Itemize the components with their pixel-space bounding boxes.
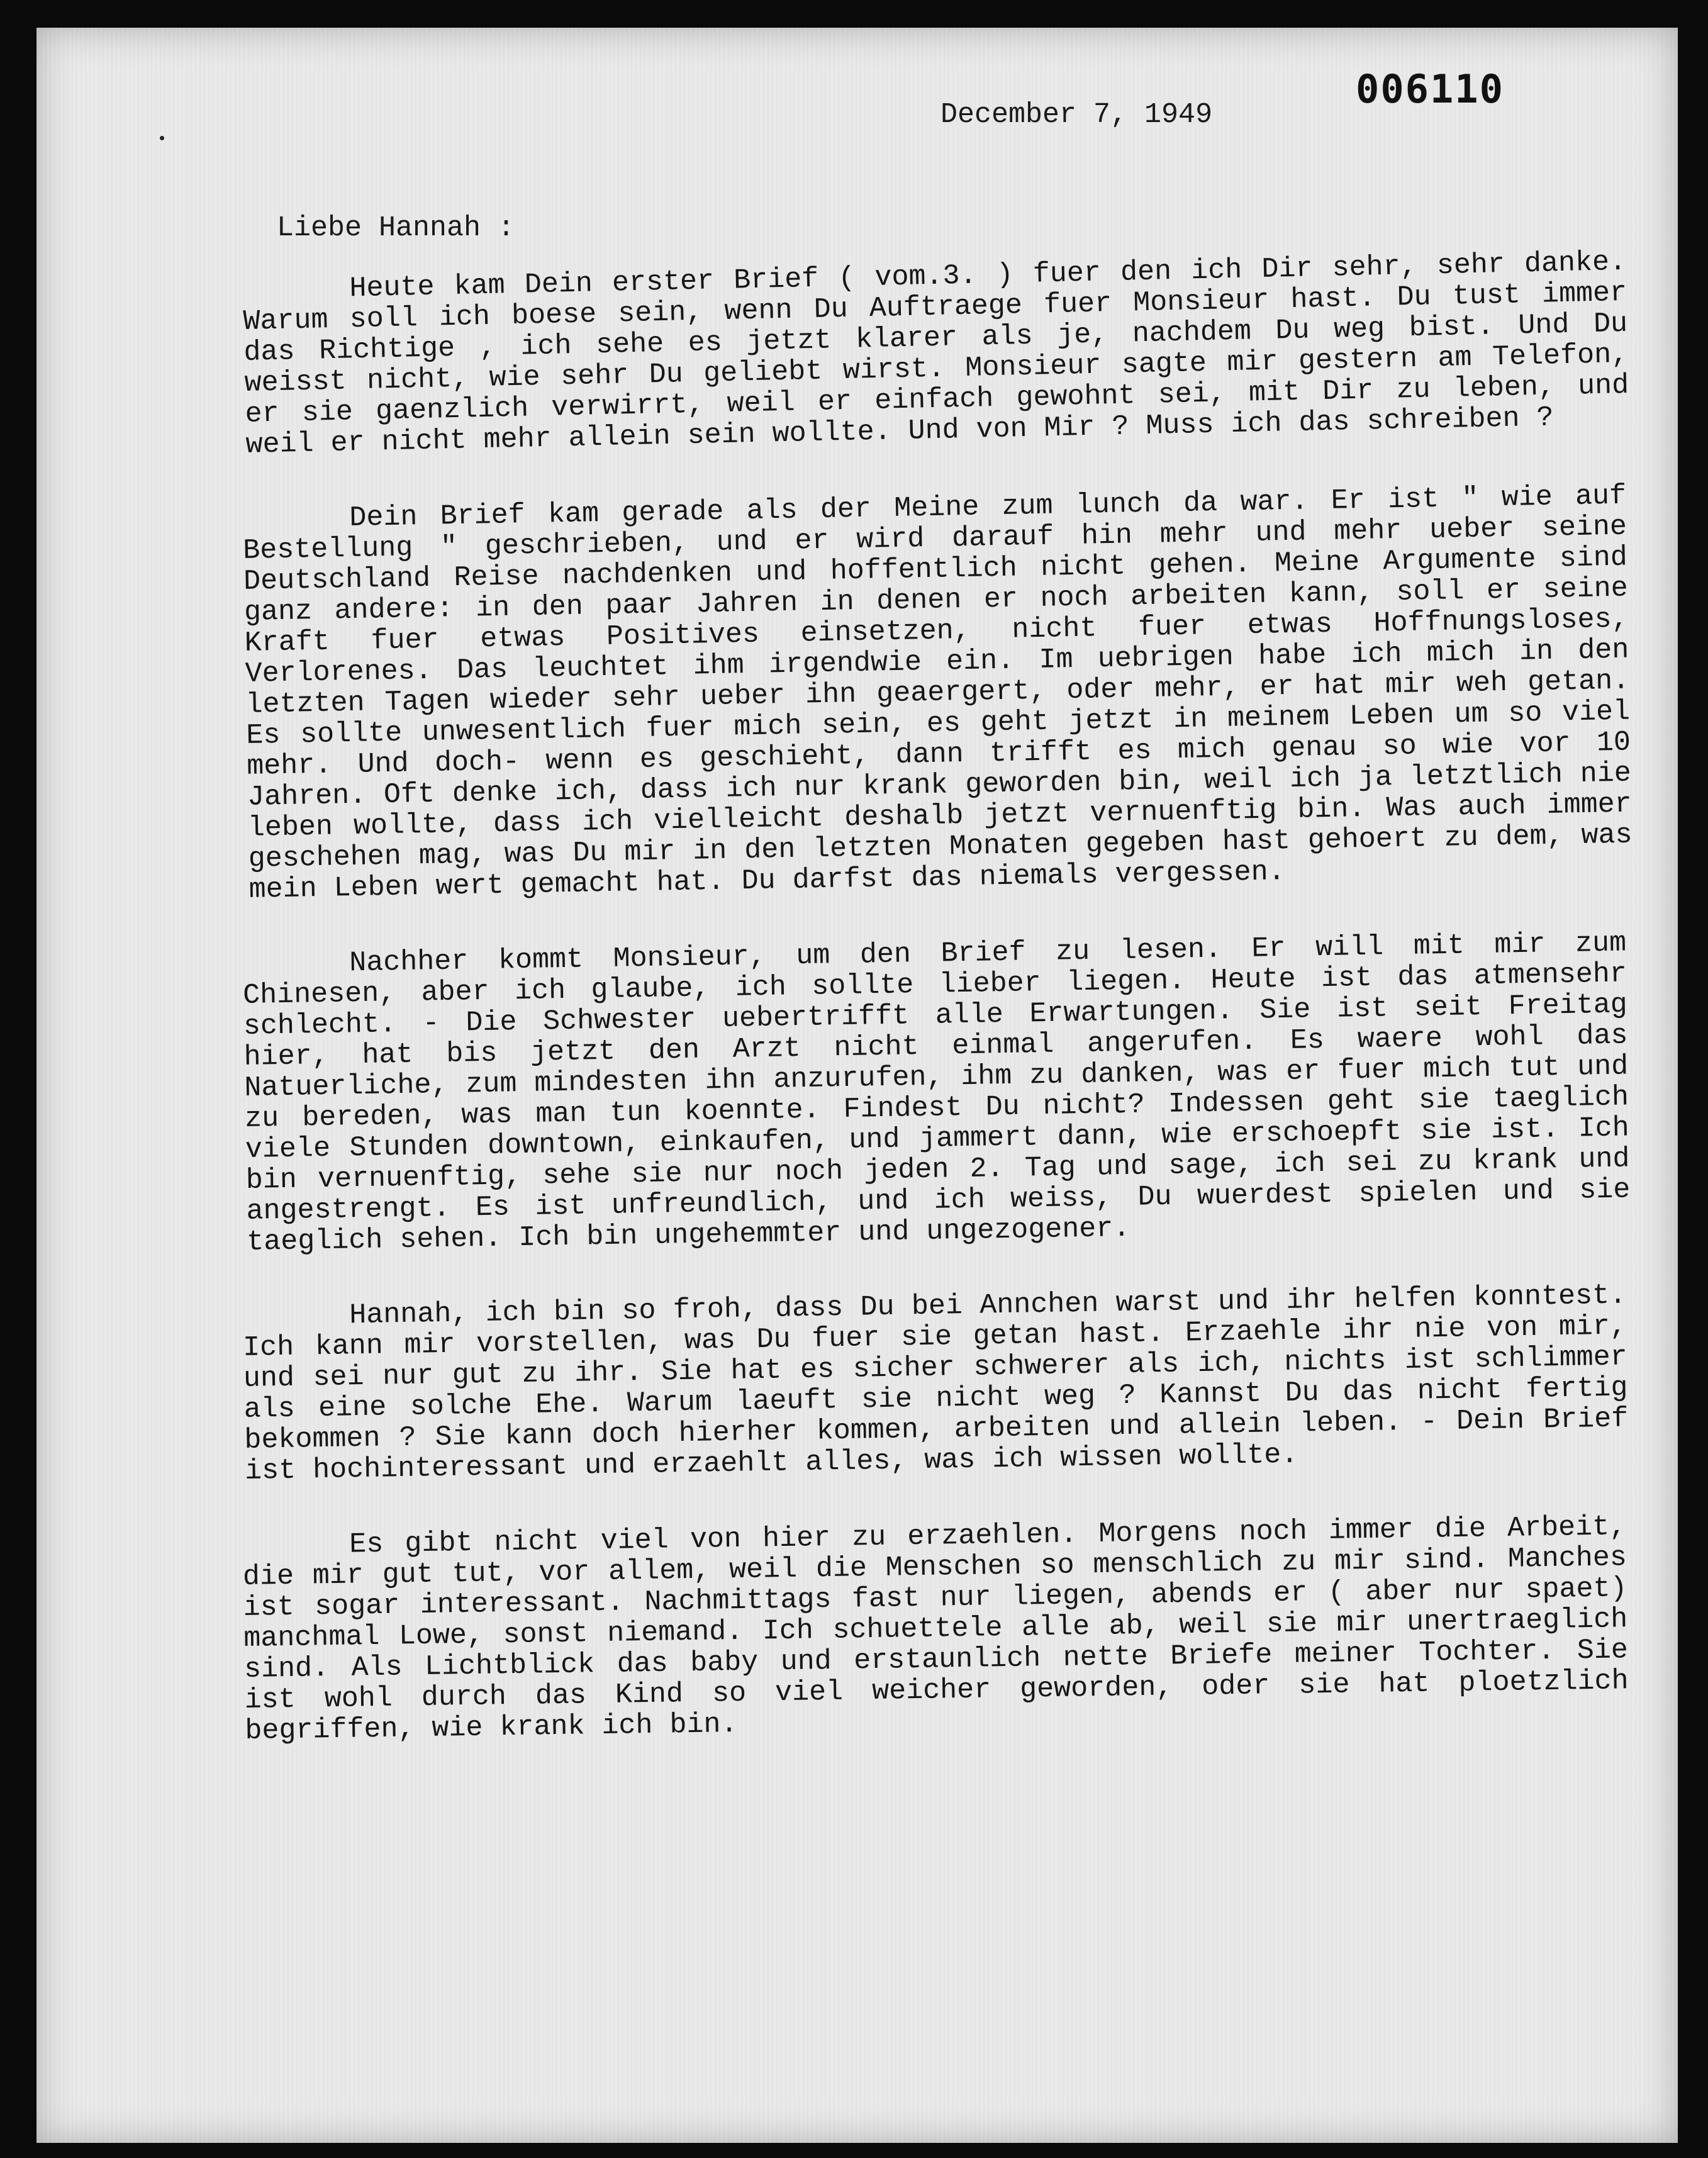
paragraph: Heute kam Dein erster Brief ( vom.3. ) fuer den ich Dir sehr, sehr danke. Warum soll ich boese sein, wenn Du Auftraege fuer Monsieur hast. Du tust immer das Richtige , ich sehe es jetzt klarer als je, nachdem Du weg bist. Und Du weisst nicht, wie sehr Du geliebt wirst. Monsieur sagte mir gestern am Telefon, er sie gaenzlich verwirrt, weil er einfach gewohnt sei, mit Dir zu leben, und weil er nicht mehr allein sein wollte. Und von Mir ? Muss ich das schreiben ? — [243, 245, 1629, 461]
paragraph: Nachher kommt Monsieur, um den Brief zu lesen. Er will mit mir zum Chinesen, aber ich glaube, ich sollte lieber liegen. Heute ist das atmensehr schlecht. - Die Schwester uebertrifft alle Erwartungen. Sie ist seit Freitag hier, hat bis jetzt den Arzt nicht einmal angerufen. Es waere wohl das Natuerliche, zum mindesten ihn anzurufen, ihm zu danken, was er fuer mich tut und zu bereden, was man tun koennte. Findest Du nicht? Indessen geht sie taeglich viele Stunden downtown, einkaufen, und jammert dann, wie erschoepft sie ist. Ich bin vernuenftig, sehe sie nur noch jeden 2. Tag und sage, ich sei zu krank und angestrengt. Es ist unfreundlich, und ich weiss, Du wuerdest spielen und sie taeglich sehen. Ich bin ungehemmter und ungezogener. — [242, 927, 1631, 1258]
salutation: Liebe Hannah : — [277, 212, 515, 244]
document-number: 006110 — [1356, 66, 1504, 112]
paragraph: Es gibt nicht viel von hier zu erzaehlen. Morgens noch immer die Arbeit, die mir gut tut, vor allem, weil die Menschen so menschlich zu mir sind. Manches ist sogar interessant. Nachmittags fast nur liegen, abends er ( aber nur spaet) manchmal Lowe, sonst niemand. Ich schuettele alle ab, weil sie mir unertraeglich sind. Als Lichtblick das baby und erstaunlich nette Briefe meiner Tochter. Sie ist wohl durch das Kind so viel weicher geworden, oder sie hat ploetzlich begriffen, wie krank ich bin. — [242, 1511, 1629, 1747]
letter-date: December 7, 1949 — [941, 99, 1213, 131]
letter-body — [242, 245, 1633, 1791]
ink-speck — [160, 136, 164, 140]
paragraph: Hannah, ich bin so froh, dass Du bei Annchen warst und ihr helfen konntest. Ich kann mir vorstellen, was Du fuer sie getan hast. Erzaehle ihr nie von mir, und sei nur gut zu ihr. Sie hat es sicher schwerer als ich, nichts ist schlimmer als eine solche Ehe. Warum laeuft sie nicht weg ? Kannst Du das nicht fertig bekommen ? Sie kann doch hierher kommen, arbeiten und allein leben. - Dein Brief ist hochinteressant und erzaehlt alles, was ich wissen wollte. — [242, 1279, 1629, 1487]
paragraph: Dein Brief kam gerade als der Meine zum lunch da war. Er ist " wie auf Bestellung " geschrieben, und er wird darauf hin mehr und mehr ueber seine Deutschland Reise nachdenken und hoffentlich nicht gehen. Meine Argumente sind ganz andere: in den paar Jahren in denen er noch arbeiten kann, soll er seine Kraft fuer etwas Positives einsetzen, nicht fuer etwas Hoffnungsloses, Verlorenes. Das leuchtet ihm irgendwie ein. Im uebrigen habe ich mich in den letzten Tagen wieder sehr ueber ihn geaergert, oder mehr, er hat mir weh getan. Es sollte unwesentlich fuer mich sein, es geht jetzt in meinem Leben um so viel mehr. Und doch- wenn es geschieht, dann trifft es mich genau so wie vor 10 Jahren. Oft denke ich, dass ich nur krank geworden bin, weil ich ja letztlich nie leben wollte, dass ich vielleicht deshalb jetzt vernuenftig bin. Was auch immer geschehen mag, was Du mir in den letzten Monaten gegeben hast gehoert zu dem, was mein Leben wert gemacht hat. Du darfst das niemals vergessen. — [242, 479, 1633, 906]
